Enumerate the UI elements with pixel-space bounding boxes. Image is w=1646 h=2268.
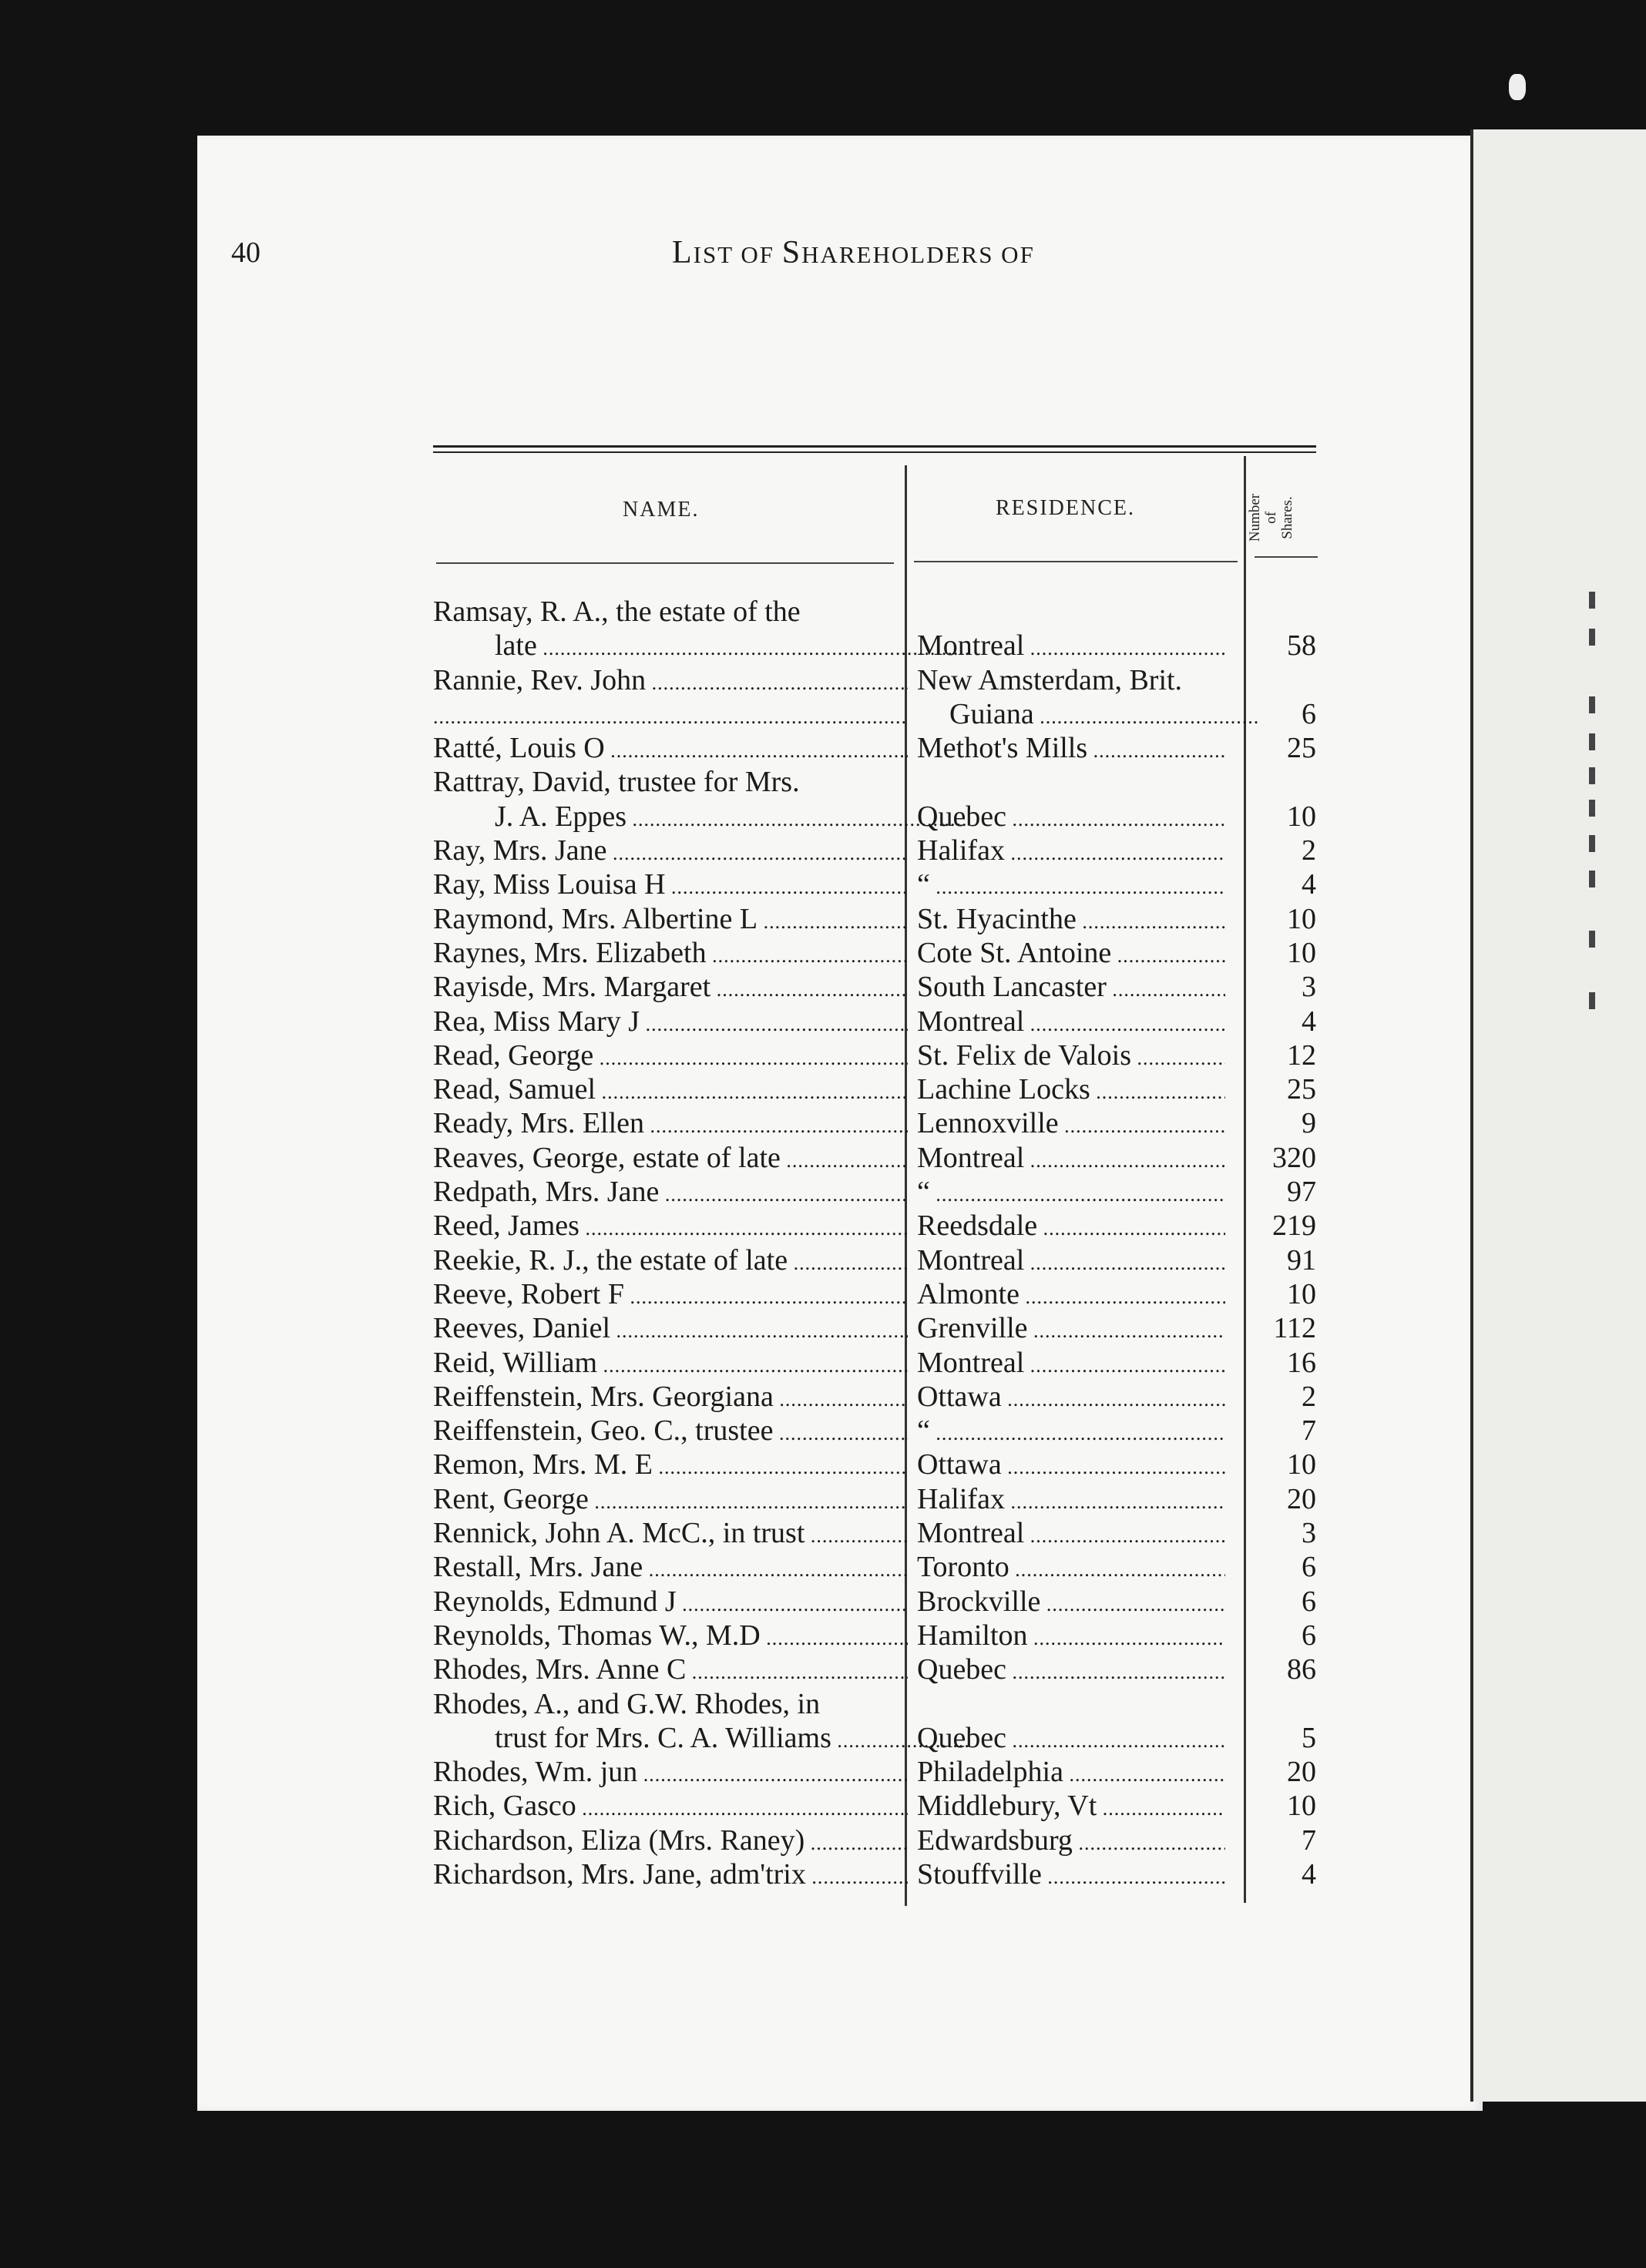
shareholder-residence: Edwardsburg ..... (917, 1823, 1225, 1860)
table-row (433, 1243, 1327, 1277)
shareholder-name: Rannie, Rev. John ..... (433, 663, 908, 700)
shareholder-name: Reeve, Robert F ..... (433, 1277, 908, 1314)
shareholder-residence: South Lancaster ..... (917, 970, 1225, 1007)
shareholder-name: Ramsay, R. A., the estate of the (433, 596, 801, 628)
scan-speck (1509, 74, 1526, 100)
shareholder-shares: 2 (1302, 834, 1316, 867)
table-row (433, 902, 1327, 936)
table-row (433, 1448, 1327, 1481)
column-header-name: NAME. (623, 498, 700, 522)
shareholder-name: Reiffenstein, Geo. C., trustee ..... (433, 1414, 908, 1451)
shareholder-residence: Philadelphia ..... (917, 1755, 1225, 1792)
shareholder-residence: Montreal ..... (917, 1243, 1225, 1280)
shareholder-name: Reynolds, Edmund J ..... (433, 1585, 908, 1622)
shareholder-residence: Quebec ..... (917, 1652, 1225, 1689)
header-rule-top (433, 445, 1316, 448)
table-row (433, 1516, 1327, 1550)
shareholder-residence: Montreal ..... (917, 1516, 1225, 1553)
shareholder-shares: 3 (1302, 971, 1316, 1004)
shareholder-name: Rayisde, Mrs. Margaret ..... (433, 970, 908, 1007)
shareholder-name: Reid, William ..... (433, 1346, 908, 1383)
shareholder-shares: 4 (1302, 1857, 1316, 1891)
shareholder-residence: Stouffville ..... (917, 1857, 1225, 1894)
shareholder-residence: Almonte ..... (917, 1277, 1225, 1314)
table-row (433, 1823, 1327, 1857)
shareholder-residence: Montreal ..... (917, 1346, 1225, 1383)
table-row (433, 1106, 1327, 1140)
shareholder-shares: 10 (1287, 936, 1316, 969)
shareholder-shares: 25 (1287, 1073, 1316, 1106)
shareholder-residence: Middlebury, Vt ..... (917, 1789, 1225, 1826)
shareholder-residence: Montreal ..... (917, 1141, 1225, 1178)
table-row (433, 1005, 1327, 1038)
shareholder-residence: Methot's Mills ..... (917, 731, 1225, 768)
shareholder-name: Reeves, Daniel ..... (433, 1311, 908, 1348)
shareholder-shares: 10 (1287, 1448, 1316, 1481)
table-row (433, 765, 1327, 799)
running-head: LIST OF SHAREHOLDERS OF (672, 235, 1035, 270)
shareholder-residence: St. Hyacinthe ..... (917, 902, 1225, 939)
shareholder-residence: “ ..... (917, 1414, 1225, 1451)
shareholder-name: Rhodes, A., and G.W. Rhodes, in (433, 1687, 821, 1720)
shareholder-name: Richardson, Eliza (Mrs. Raney) ..... (433, 1823, 908, 1860)
shareholder-residence: Halifax ..... (917, 1482, 1225, 1519)
shareholder-shares: 16 (1287, 1346, 1316, 1379)
table-row (433, 1346, 1327, 1380)
table-row (433, 1038, 1327, 1072)
table-row (433, 697, 1327, 731)
shareholder-name: trust for Mrs. C. A. Williams ..... (433, 1721, 969, 1758)
shareholder-residence: Reedsdale ..... (917, 1209, 1225, 1246)
shareholder-residence: Ottawa ..... (917, 1380, 1225, 1417)
shareholder-residence: Grenville ..... (917, 1311, 1225, 1348)
shareholder-name: Read, Samuel ..... (433, 1072, 908, 1109)
table-row (433, 1585, 1327, 1619)
shareholder-name: Ratté, Louis O ..... (433, 731, 908, 768)
table-row (433, 1311, 1327, 1345)
column-header-shares: Number of Shares. (1247, 493, 1295, 542)
shareholder-name: Rattray, David, trustee for Mrs. (433, 766, 800, 799)
shareholder-shares: 6 (1302, 697, 1316, 730)
shareholder-residence: Cote St. Antoine ..... (917, 936, 1225, 973)
table-row (433, 1652, 1327, 1686)
table-row (433, 629, 1327, 663)
shareholder-residence: St. Felix de Valois ..... (917, 1038, 1225, 1075)
shareholder-name: Ready, Mrs. Ellen ..... (433, 1106, 908, 1143)
shareholder-shares: 6 (1302, 1585, 1316, 1618)
shareholder-residence: Quebec ..... (917, 800, 1225, 837)
shareholder-name: Redpath, Mrs. Jane ..... (433, 1175, 908, 1212)
shareholder-residence: Montreal ..... (917, 629, 1225, 666)
shareholder-shares: 97 (1287, 1176, 1316, 1209)
shareholder-residence: New Amsterdam, Brit. (917, 663, 1183, 696)
shareholder-name: Reynolds, Thomas W., M.D ..... (433, 1619, 908, 1656)
shareholder-name: Rhodes, Wm. jun ..... (433, 1755, 908, 1792)
column-header-residence: RESIDENCE. (996, 496, 1135, 520)
table-row (433, 1619, 1327, 1652)
table-row (433, 1789, 1327, 1823)
shareholder-name: Ray, Miss Louisa H ..... (433, 867, 908, 904)
page-number: 40 (231, 237, 260, 269)
table-row (433, 1175, 1327, 1209)
shareholder-residence: “ ..... (917, 1175, 1225, 1212)
shareholder-residence: Guiana ..... (917, 697, 1258, 734)
shareholder-shares: 10 (1287, 902, 1316, 935)
table-row (433, 800, 1327, 834)
table-row (433, 1277, 1327, 1311)
shareholder-shares: 320 (1272, 1141, 1316, 1174)
shareholder-shares: 4 (1302, 1005, 1316, 1038)
shareholder-shares: 6 (1302, 1551, 1316, 1584)
shareholder-shares: 86 (1287, 1653, 1316, 1686)
shareholder-shares: 6 (1302, 1619, 1316, 1652)
shareholder-shares: 58 (1287, 629, 1316, 663)
shareholder-shares: 4 (1302, 868, 1316, 901)
shareholder-name: Rhodes, Mrs. Anne C ..... (433, 1652, 908, 1689)
shareholder-residence: Brockville ..... (917, 1585, 1225, 1622)
shareholder-shares: 25 (1287, 732, 1316, 765)
shareholder-name: Read, George ..... (433, 1038, 908, 1075)
shareholder-name: Rich, Gasco ..... (433, 1789, 908, 1826)
shareholder-residence: Quebec ..... (917, 1721, 1225, 1758)
table-row (433, 1857, 1327, 1891)
shareholder-name: Reekie, R. J., the estate of late ..... (433, 1243, 908, 1280)
header-underline-name (436, 562, 894, 564)
shareholder-residence: Lennoxville ..... (917, 1106, 1225, 1143)
shareholder-name: Ray, Mrs. Jane ..... (433, 834, 908, 871)
shareholder-shares: 5 (1302, 1721, 1316, 1754)
table-row (433, 1072, 1327, 1106)
shareholder-shares: 112 (1273, 1312, 1316, 1345)
shareholder-name: Reed, James ..... (433, 1209, 908, 1246)
shareholder-name: late ..... (433, 629, 969, 666)
header-rule-double (433, 451, 1316, 453)
shareholder-residence: Lachine Locks ..... (917, 1072, 1225, 1109)
table-row (433, 731, 1327, 765)
shareholder-name: Remon, Mrs. M. E ..... (433, 1448, 908, 1485)
table-row (433, 1380, 1327, 1414)
shareholder-shares: 20 (1287, 1482, 1316, 1515)
header-underline-residence (914, 561, 1238, 562)
table-row (433, 867, 1327, 901)
shareholder-shares: 10 (1287, 1277, 1316, 1310)
table-row (433, 1141, 1327, 1175)
shareholder-residence: Montreal ..... (917, 1005, 1225, 1042)
shareholder-shares: 12 (1287, 1038, 1316, 1072)
shareholder-residence: Toronto ..... (917, 1550, 1225, 1587)
shareholder-name: Restall, Mrs. Jane ..... (433, 1550, 908, 1587)
shareholder-name: Rea, Miss Mary J ..... (433, 1005, 908, 1042)
shareholder-shares: 7 (1302, 1823, 1316, 1857)
shareholder-shares: 9 (1302, 1107, 1316, 1140)
table-row (433, 1687, 1327, 1721)
shareholder-shares: 10 (1287, 1790, 1316, 1823)
shareholder-name (433, 697, 908, 734)
table-row (433, 595, 1327, 629)
shareholder-name: Rent, George ..... (433, 1482, 908, 1519)
shareholder-name: Reiffenstein, Mrs. Georgiana ..... (433, 1380, 908, 1417)
shareholder-shares: 7 (1302, 1414, 1316, 1448)
shareholder-residence: “ ..... (917, 867, 1225, 904)
shareholder-table (433, 595, 1327, 1891)
table-row (433, 1209, 1327, 1243)
table-row (433, 663, 1327, 697)
table-row (433, 1482, 1327, 1516)
shareholder-name: J. A. Eppes ..... (433, 800, 969, 837)
shareholder-name: Reaves, George, estate of late ..... (433, 1141, 908, 1178)
shareholder-name: Richardson, Mrs. Jane, adm'trix ..... (433, 1857, 908, 1894)
table-row (433, 834, 1327, 867)
adjacent-page-edge (1470, 129, 1646, 2102)
shareholder-shares: 2 (1302, 1380, 1316, 1413)
shareholder-name: Raymond, Mrs. Albertine L ..... (433, 902, 908, 939)
table-row (433, 1721, 1327, 1755)
table-row (433, 1414, 1327, 1448)
shareholder-name: Rennick, John A. McC., in trust ..... (433, 1516, 908, 1553)
shareholder-shares: 20 (1287, 1756, 1316, 1789)
table-row (433, 1550, 1327, 1584)
shareholder-residence: Halifax ..... (917, 834, 1225, 871)
table-row (433, 936, 1327, 970)
table-row (433, 1755, 1327, 1789)
shareholder-residence: Ottawa ..... (917, 1448, 1225, 1485)
shareholder-shares: 91 (1287, 1243, 1316, 1277)
shareholder-residence: Hamilton ..... (917, 1619, 1225, 1656)
table-row (433, 970, 1327, 1004)
shareholder-shares: 10 (1287, 800, 1316, 833)
header-underline-shares (1255, 556, 1318, 558)
shareholder-name: Raynes, Mrs. Elizabeth ..... (433, 936, 908, 973)
shareholder-shares: 219 (1272, 1209, 1316, 1243)
shareholder-shares: 3 (1302, 1517, 1316, 1550)
